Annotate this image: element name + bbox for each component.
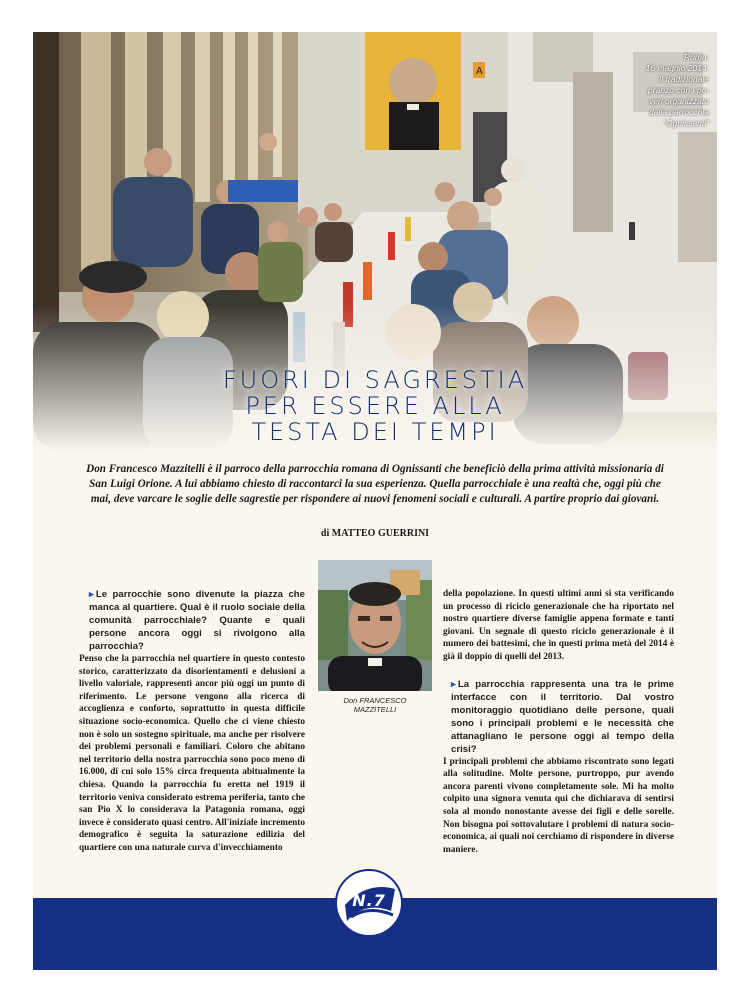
question-1-text: Le parrocchie sono divenute la piazza che manca al quartiere. Qual è il ruolo sociale della comunità parrocchiale? Quante e quali persone ancora oggi si rivolgono alla parrocchia? (89, 589, 305, 652)
answer-1-continued: della popolazione. In questi ultimi anni si sta verificando un processo di riciclo generazionale che ha riportato nel nostro quartiere diverse famiglie appena formate e tanti giovani. Un segnale di questo riciclo generazionale è il numero dei battesimi, che in questi prima metà del 2014 è già il doppio di quelli del 2013. (443, 589, 674, 662)
answer-2: I principali problemi che abbiamo riscontrato sono legati alla solitudine. Molte persone, purtroppo, pur avendo ancora parenti vivono completamente sole. Mi ha molto colpito una signora venuta qui che dichiarava di sentirsi sola al mondo nonostante avesse dei figli e delle sorelle. Non bisogna poi sottovalutare i problemi di natura socio-economica, ai quali noi cerchiamo di rispondere in diverse maniere. (443, 756, 674, 855)
question-2-text: La parrocchia rappresenta una tra le prime interfacce con il territorio. Dal vostro monitoraggio quotidiano delle persone, quali sono i principali problemi e le necessità che attanagliano le persone oggi al tempo della crisi? (451, 678, 674, 755)
photo-caption: Roma, 16 maggio 2014. Il tradizionale pranzo con i po- veri organizzato dalla parrocchia “Ognissanti” (645, 52, 709, 128)
question-1 (89, 588, 305, 653)
column-right (443, 588, 674, 856)
issue-badge (335, 869, 403, 937)
byline-author: MATTEO GUERRINI (331, 528, 430, 539)
column-left (79, 588, 305, 855)
portrait-caption: Don FRANCESCO MAZZITELLI (343, 696, 407, 714)
portrait-photo (318, 560, 432, 691)
issue-number: N.7 (352, 891, 386, 910)
question-2 (451, 678, 674, 756)
byline-prefix: di (320, 528, 330, 539)
answer-1: Penso che la parrocchia nel quartiere in questo contesto storico, caratterizzato da disorientamenti e delusioni a livello valoriale, rappresenti ancor più oggi un punto di riferimento. Le persone vengono alla ricerca di accoglienza e conforto, soprattutto in questa difficile situazione socio-economica. Quello che ci viene chiesto non è solo un sostegno spirituale, ma anche per risolvere dei problemi personali e familiari. Coloro che abitano nel territorio della nostra parrocchia sono poco meno di 16.000, di cui solo 15% circa frequenta abitualmente la chiesa. Quando la parrocchia fu eretta nel 1919 il territorio veniva considerato estrema periferia, tanto che san Pio X lo considerava la Patagonia romana, oggi invece è considerato quasi centro. All'iniziale incremento demografico è seguita la saturazione edilizia del quartiere con una naturale curva d'invecchiamento (79, 654, 305, 853)
question-arrow-icon: ▸ (451, 678, 456, 690)
article-lead: Don Francesco Mazzitelli è il parroco della parrocchia romana di Ognissanti che beneficiò della prima attività missionaria di San Luigi Orione. A lui abbiamo chiesto di raccontarci la sua esperienza. Quella parrocchiale è una realtà che, oggi più che mai, deve varcare le soglie delle sagrestie per rispondere ai nuovi fenomeni sociali e culturali. A partire proprio dai giovani. (86, 463, 664, 505)
magazine-page (33, 32, 717, 970)
article-headline: FUORI DI SAGRESTIA PER ESSERE ALLA TESTA DEI TEMPI (222, 366, 528, 446)
byline (33, 528, 717, 539)
question-arrow-icon: ▸ (89, 589, 94, 600)
